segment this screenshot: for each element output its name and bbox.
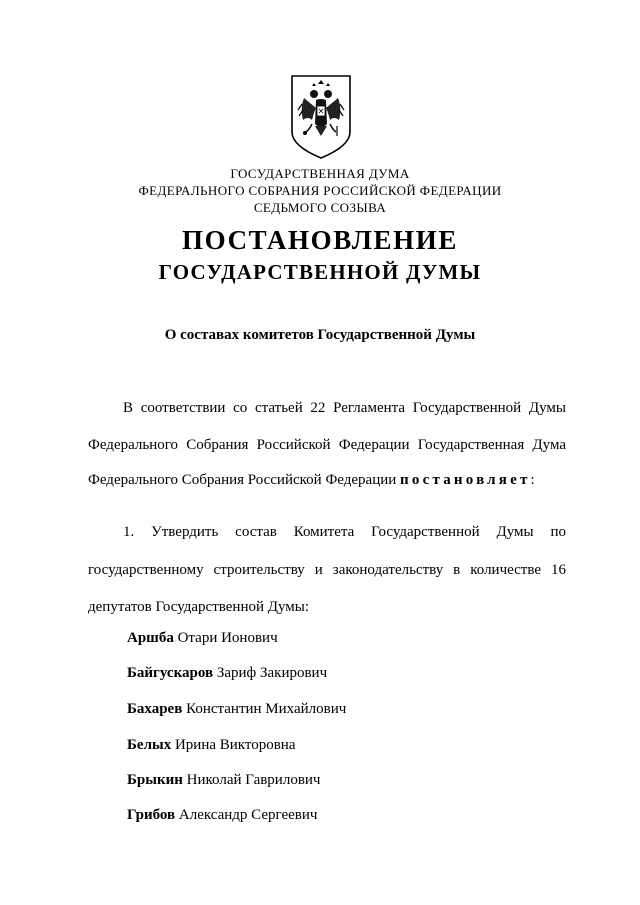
member-item [127, 770, 320, 790]
header-convocation: СЕДЬМОГО СОЗЫВА [253, 200, 387, 215]
member-surname: Бахарев [127, 701, 183, 717]
member-surname: Белых [127, 737, 172, 753]
item1-line-1: 1. Утвердить состав Комитета Государственной Думы по [123, 524, 566, 540]
member-item [127, 628, 278, 648]
member-item [127, 663, 327, 683]
preamble-line-1: В соответствии со статьей 22 Регламента Государственной Думы [123, 400, 566, 416]
member-surname: Грибов [127, 807, 176, 823]
member-surname: Аршба [127, 630, 174, 646]
preamble-line-3 [88, 470, 566, 490]
header-assembly: ФЕДЕРАЛЬНОГО СОБРАНИЯ РОССИЙСКОЙ ФЕДЕРАЦИИ [138, 183, 502, 198]
member-given-name: Отари Ионович [177, 630, 278, 646]
item1-line-2: государственному строительству и законодательству в количестве 16 [88, 562, 566, 578]
member-given-name: Николай Гаврилович [186, 772, 321, 788]
document-type-title: ПОСТАНОВЛЕНИЕ [182, 225, 458, 255]
preamble-line-3-text: Федерального Собрания Российской Федерации [88, 472, 401, 488]
document-issuer: ГОСУДАРСТВЕННОЙ ДУМЫ [158, 260, 482, 284]
member-item [127, 699, 346, 719]
member-given-name: Зариф Закирович [216, 665, 328, 681]
member-item [127, 735, 296, 755]
member-surname: Байгускаров [127, 665, 214, 681]
preamble-colon: : [530, 472, 535, 488]
member-item [127, 805, 317, 825]
member-given-name: Ирина Викторовна [174, 737, 296, 753]
coat-of-arms-icon [290, 74, 352, 160]
member-surname: Брыкин [127, 772, 183, 788]
member-given-name: Александр Сергеевич [178, 807, 318, 823]
header-chamber: ГОСУДАРСТВЕННАЯ ДУМА [230, 166, 410, 181]
member-given-name: Константин Михайлович [186, 701, 347, 717]
resolution-verb: постановляет [400, 472, 531, 488]
item1-line-3: депутатов Государственной Думы: [88, 599, 310, 615]
preamble-line-2: Федерального Собрания Российской Федерации Государственная Дума [88, 437, 566, 453]
document-subject: О составах комитетов Государственной Думы [164, 327, 476, 343]
